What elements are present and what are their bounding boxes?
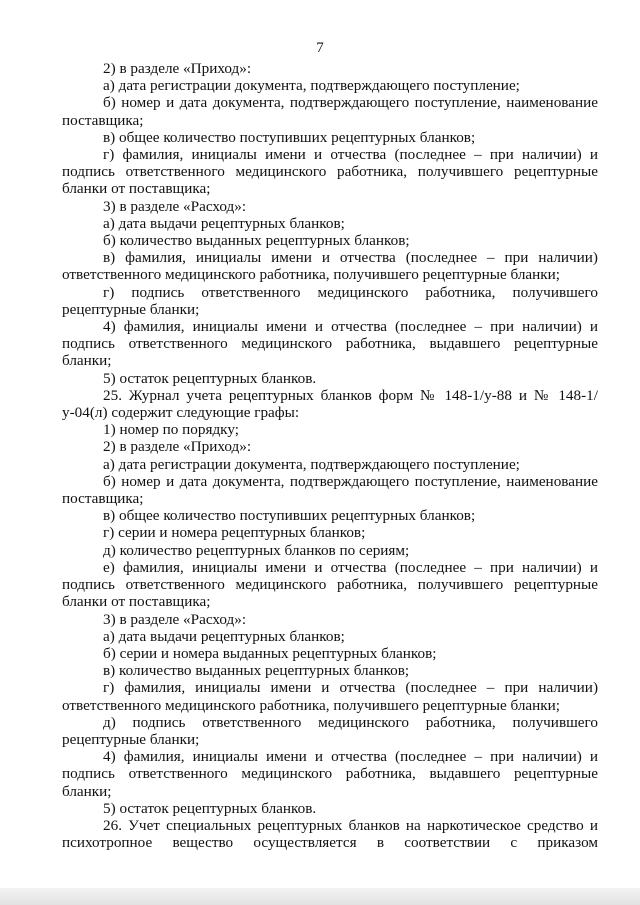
- paragraph: г) фамилия, инициалы имени и отчества (последнее – при наличии) и подпись ответственного медицинского работника, получившего рецептурные бланки от поставщика;: [62, 146, 598, 198]
- paragraph: в) общее количество поступивших рецептурных бланков;: [103, 507, 476, 525]
- paragraph: а) дата выдачи рецептурных бланков;: [103, 214, 345, 232]
- paragraph: в) количество выданных рецептурных бланков;: [103, 662, 410, 680]
- paragraph: в) общее количество поступивших рецептурных бланков;: [103, 128, 476, 146]
- paragraph: а) дата регистрации документа, подтверждающего поступление;: [103, 455, 520, 473]
- document-body: [62, 60, 598, 851]
- paragraph: д) подпись ответственного медицинского работника, получившего рецептурные бланки;: [62, 713, 598, 748]
- paragraph: 2) в разделе «Приход»:: [103, 438, 252, 456]
- page-bottom-edge: [0, 888, 640, 905]
- paragraph: в) фамилия, инициалы имени и отчества (последнее – при наличии) ответственного медицинского работника, получившего рецептурные бланки;: [62, 249, 598, 284]
- paragraph: е) фамилия, инициалы имени и отчества (последнее – при наличии) и подпись ответственного медицинского работника, получившего рецептурные бланки от поставщика;: [62, 558, 598, 611]
- paragraph: 26. Учет специальных рецептурных бланков на наркотическое средство и психотропное вещество осуществляется в соответствии с приказом: [62, 816, 598, 852]
- paragraph: 4) фамилия, инициалы имени и отчества (последнее – при наличии) и подпись ответственного медицинского работника, выдавшего рецептурные бланки;: [62, 748, 598, 800]
- paragraph: б) серии и номера выданных рецептурных бланков;: [103, 644, 437, 662]
- paragraph: 5) остаток рецептурных бланков.: [103, 799, 317, 817]
- paragraph: б) номер и дата документа, подтверждающего поступление, наименование поставщика;: [62, 94, 598, 129]
- paragraph: 25. Журнал учета рецептурных бланков форм № 148-1/у-88 и № 148-1/у-04(л) содержит следующие графы:: [62, 386, 598, 422]
- paragraph: 3) в разделе «Расход»:: [103, 610, 247, 628]
- paragraph: г) подпись ответственного медицинского работника, получившего рецептурные бланки;: [62, 283, 598, 318]
- paragraph: 4) фамилия, инициалы имени и отчества (последнее – при наличии) и подпись ответственного медицинского работника, выдавшего рецептурные бланки;: [62, 318, 598, 370]
- page-number: 7: [316, 40, 324, 56]
- paragraph: б) номер и дата документа, подтверждающего поступление, наименование поставщика;: [62, 472, 598, 508]
- paragraph: б) количество выданных рецептурных бланков;: [103, 232, 410, 250]
- paragraph: 3) в разделе «Расход»:: [103, 197, 247, 215]
- paragraph: 1) номер по порядку;: [103, 421, 239, 439]
- paragraph: а) дата выдачи рецептурных бланков;: [103, 627, 345, 645]
- paragraph: 2) в разделе «Приход»:: [103, 60, 252, 77]
- paragraph: д) количество рецептурных бланков по сериям;: [103, 541, 410, 559]
- paragraph: г) фамилия, инициалы имени и отчества (последнее – при наличии) ответственного медицинского работника, получившего рецептурные бланки;: [62, 679, 598, 714]
- paragraph: 5) остаток рецептурных бланков.: [103, 369, 317, 387]
- paragraph: г) серии и номера рецептурных бланков;: [103, 524, 366, 542]
- paragraph: а) дата регистрации документа, подтверждающего поступление;: [103, 77, 520, 95]
